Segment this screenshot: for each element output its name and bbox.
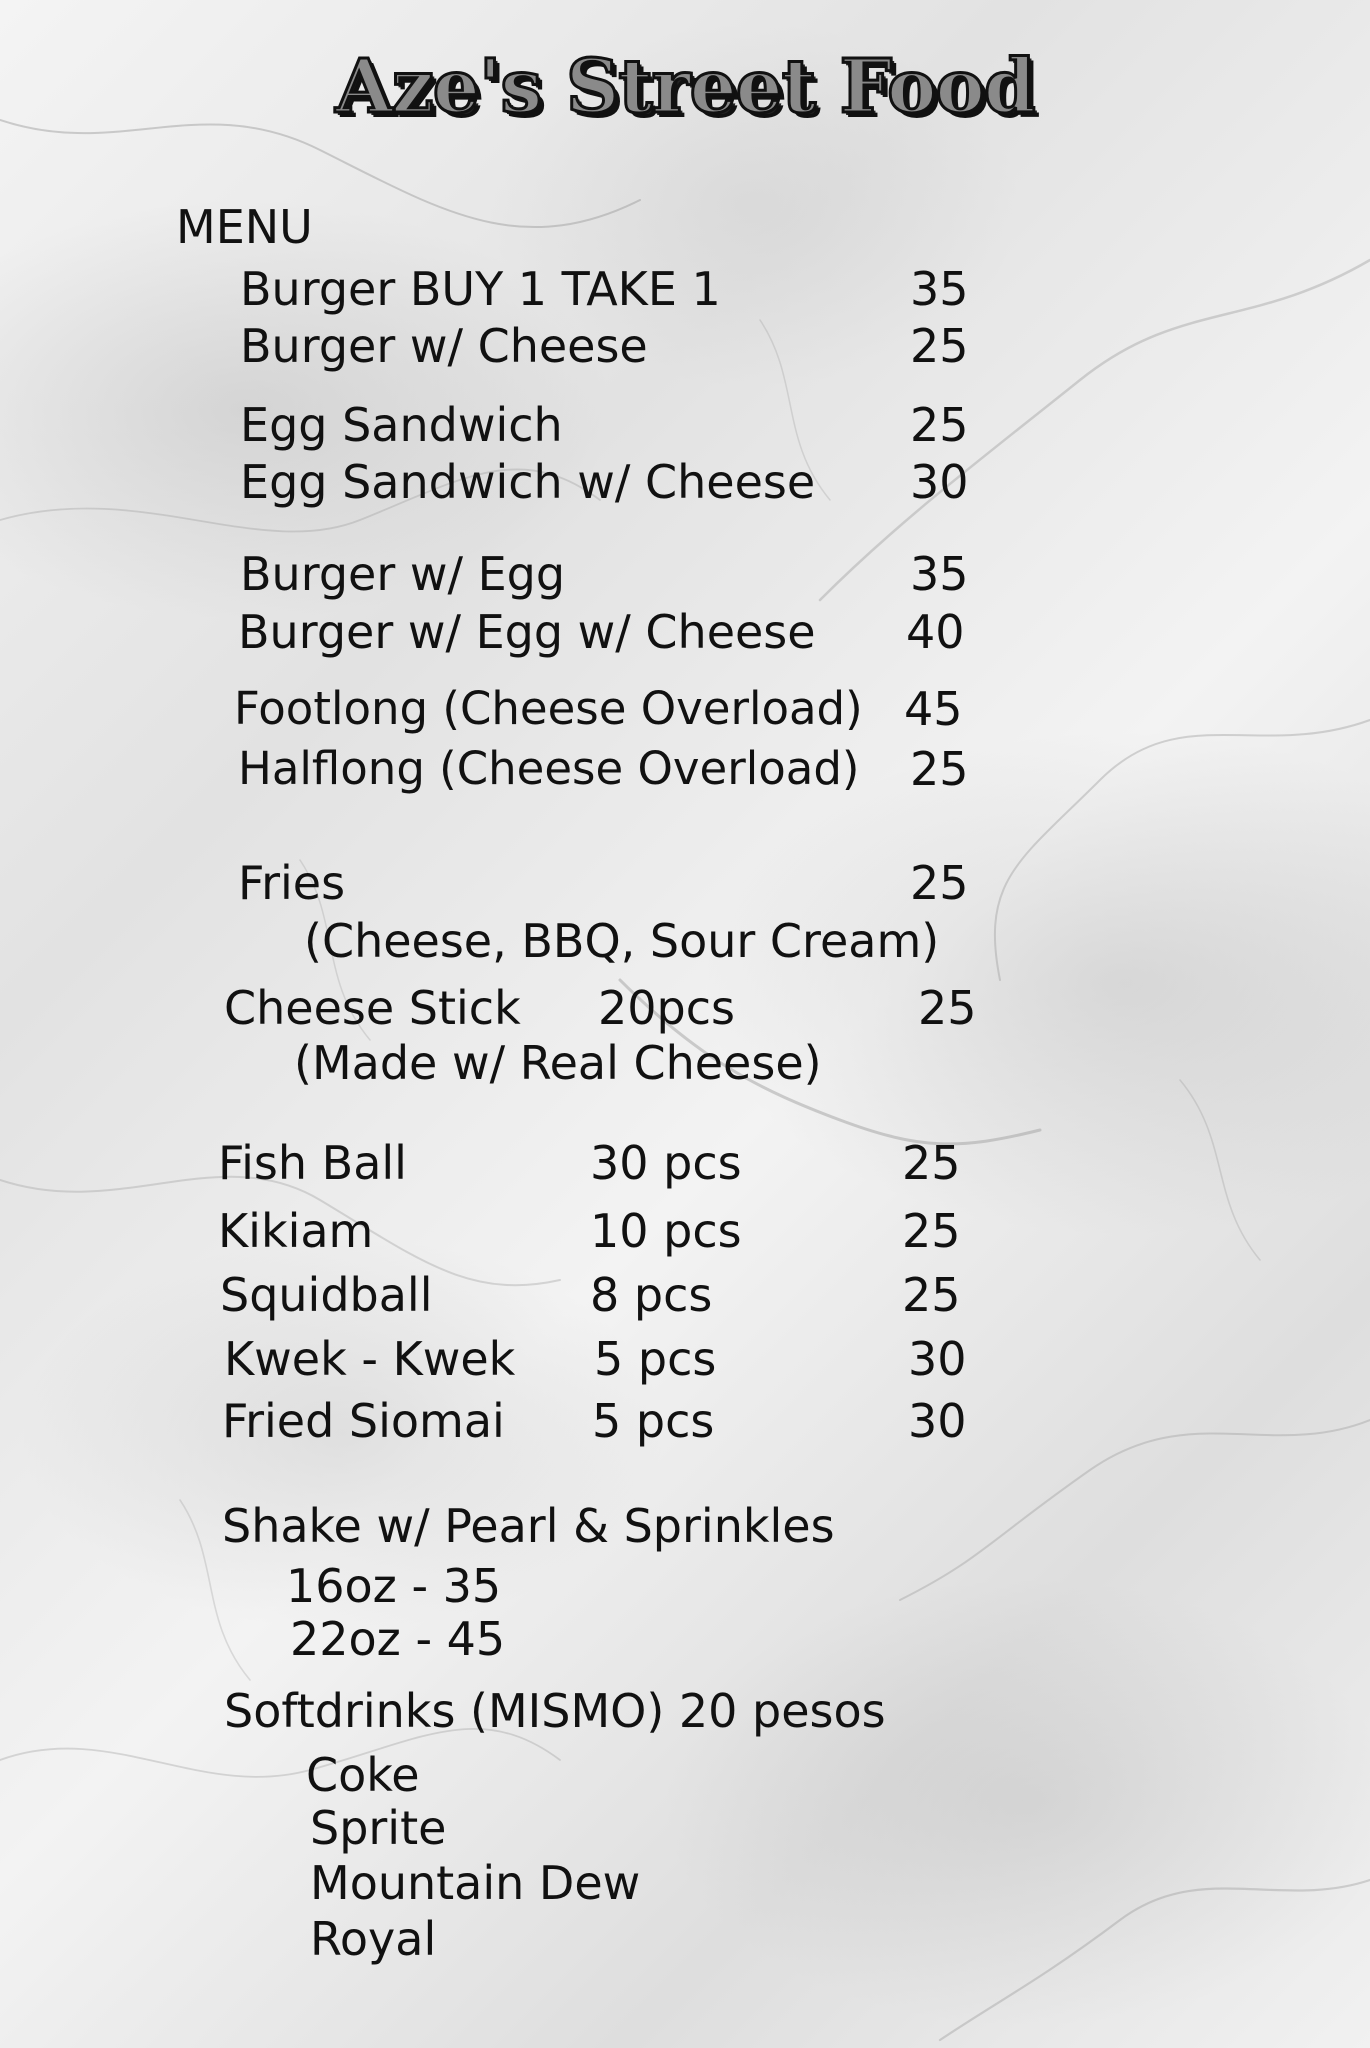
softdrink-flavor: Royal bbox=[310, 1912, 437, 1966]
item-price: 45 bbox=[904, 682, 963, 736]
item-qty: 8 pcs bbox=[590, 1268, 713, 1322]
item-name: Egg Sandwich w/ Cheese bbox=[240, 455, 816, 509]
item-price: 30 bbox=[908, 1332, 967, 1386]
item-price: 35 bbox=[910, 547, 969, 601]
item-price: 25 bbox=[910, 742, 969, 796]
item-qty: 5 pcs bbox=[592, 1394, 715, 1448]
item-price: 25 bbox=[910, 398, 969, 452]
item-name: Fish Ball bbox=[218, 1136, 407, 1190]
item-price: 25 bbox=[910, 319, 969, 373]
item-name: Fried Siomai bbox=[222, 1394, 505, 1448]
shake-size: 16oz - 35 bbox=[286, 1559, 502, 1613]
item-name: Footlong (Cheese Overload) bbox=[234, 682, 863, 735]
restaurant-title: Aze's Street Food bbox=[335, 44, 1035, 130]
item-name: Kikiam bbox=[218, 1204, 374, 1258]
item-qty: 20pcs bbox=[598, 981, 735, 1035]
item-name: Burger w/ Egg w/ Cheese bbox=[238, 605, 816, 659]
item-qty: 30 pcs bbox=[590, 1136, 742, 1190]
item-price: 25 bbox=[902, 1136, 961, 1190]
item-price: 25 bbox=[902, 1268, 961, 1322]
item-price: 25 bbox=[902, 1204, 961, 1258]
item-qty: 10 pcs bbox=[590, 1204, 742, 1258]
item-price: 40 bbox=[906, 605, 965, 659]
item-name: Squidball bbox=[220, 1268, 433, 1322]
item-price: 25 bbox=[910, 856, 969, 910]
item-price: 35 bbox=[910, 262, 969, 316]
shake-size: 22oz - 45 bbox=[290, 1612, 506, 1666]
item-name: Cheese Stick bbox=[224, 981, 521, 1035]
item-qty: 5 pcs bbox=[594, 1332, 717, 1386]
softdrink-flavor: Mountain Dew bbox=[310, 1856, 641, 1910]
item-name: Fries bbox=[238, 856, 346, 910]
item-name: Kwek - Kwek bbox=[224, 1332, 516, 1386]
shake-label: Shake w/ Pearl & Sprinkles bbox=[222, 1499, 835, 1553]
item-name: Burger w/ Cheese bbox=[240, 319, 648, 373]
item-name: Burger w/ Egg bbox=[240, 547, 566, 601]
item-price: 25 bbox=[918, 981, 977, 1035]
item-note: (Made w/ Real Cheese) bbox=[294, 1036, 822, 1090]
item-name: Burger BUY 1 TAKE 1 bbox=[240, 262, 721, 316]
item-name: Egg Sandwich bbox=[240, 398, 563, 452]
item-price: 30 bbox=[908, 1394, 967, 1448]
menu-heading: MENU bbox=[176, 200, 313, 254]
softdrink-flavor: Coke bbox=[306, 1748, 420, 1802]
item-price: 30 bbox=[910, 455, 969, 509]
item-note: (Cheese, BBQ, Sour Cream) bbox=[304, 914, 940, 968]
softdrinks-label: Softdrinks (MISMO) 20 pesos bbox=[224, 1684, 886, 1738]
item-name: Halflong (Cheese Overload) bbox=[238, 742, 860, 795]
softdrink-flavor: Sprite bbox=[310, 1801, 447, 1855]
